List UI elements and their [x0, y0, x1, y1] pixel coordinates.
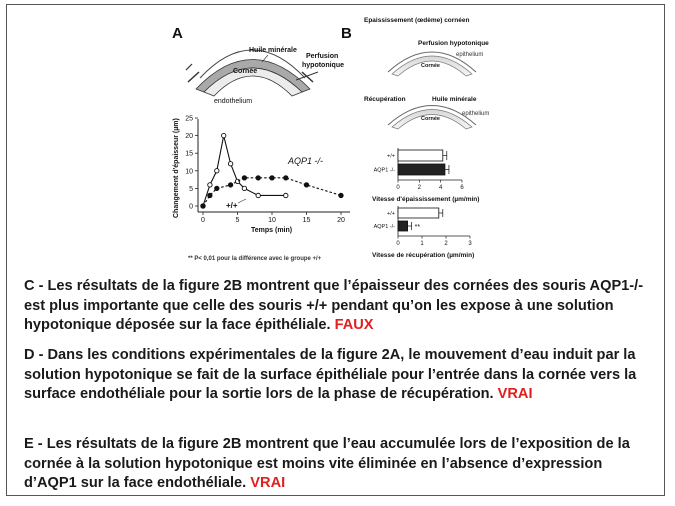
b-top-epithelium: epithelium	[456, 52, 484, 58]
bar-x-tick-label: 3	[468, 241, 472, 247]
thickness-chart	[173, 116, 350, 235]
data-point	[256, 193, 260, 197]
bar-x-tick-label: 4	[438, 185, 443, 191]
bar-x-tick-label: 2	[444, 241, 448, 247]
bar-category-label: AQP1 -/-	[373, 224, 395, 230]
data-point	[256, 176, 260, 180]
data-point	[228, 183, 232, 187]
bar-x-tick-label: 1	[420, 241, 424, 247]
bar2-xlabel: Vitesse de récupération (µm/min)	[372, 252, 475, 259]
bar1-xlabel: Vitesse d'épaississement (µm/min)	[372, 196, 480, 203]
verdict-c: FAUX	[334, 317, 374, 333]
b-top-perfusion: Perfusion hypotonique	[418, 40, 489, 47]
bar-x-tick-label: 6	[460, 185, 464, 191]
bar	[398, 164, 445, 175]
label-endothelium: endothelium	[214, 98, 253, 105]
bar-x-tick-label: 0	[396, 185, 400, 191]
data-point	[242, 186, 246, 190]
y-tick-label: 0	[189, 203, 193, 211]
statement-c	[24, 277, 654, 336]
statement-e	[24, 435, 654, 494]
data-point	[215, 186, 219, 190]
x-tick-label: 0	[201, 217, 205, 224]
bar	[398, 208, 439, 218]
statement-d	[24, 346, 654, 405]
b-huile: Huile minérale	[432, 96, 477, 103]
bar-x-tick-label: 0	[396, 241, 400, 247]
data-point	[208, 193, 212, 197]
series-line-aqp1	[203, 178, 341, 206]
panel-a-label: A	[172, 25, 183, 42]
x-tick-label: 10	[268, 217, 276, 224]
x-axis-label: Temps (min)	[251, 227, 293, 234]
bar-x-tick-label: 2	[417, 185, 422, 191]
statement-c-text: C - Les résultats de la figure 2B montrent que l’épaisseur des cornées des souris AQP1-/- est plus importante que celle des souris +/+ pendant qu’on les expose à une solution hypotonique déposée sur la face épithéliale.	[24, 278, 644, 333]
series-label-aqp1: AQP1 -/-	[288, 156, 324, 166]
data-point	[222, 133, 226, 137]
series-label-wt: +/+	[226, 201, 238, 210]
y-tick-label: 20	[185, 133, 193, 141]
data-point	[284, 176, 288, 180]
y-tick-label: 10	[185, 168, 193, 176]
bar-category-label: AQP1 -/-	[373, 167, 395, 174]
data-point	[235, 179, 239, 183]
label-perfusion-2: hypotonique	[302, 62, 344, 69]
data-point	[284, 193, 288, 197]
data-point	[215, 169, 219, 173]
data-point	[242, 176, 246, 180]
b-bottom-cornee: Cornée	[421, 116, 440, 122]
b-top-cornee: Cornée	[421, 63, 440, 69]
y-tick-label: 25	[185, 115, 193, 123]
statement-d-text: D - Dans les conditions expérimentales de la figure 2A, le mouvement d’eau induit par la solution hypotonique se fait de la surface épithéliale pour l’entrée dans la cornée vers la surface endothéliale pour la sortie lors de la phase de récupération.	[24, 347, 637, 402]
recovery-rate-chart	[374, 206, 473, 247]
thickening-rate-chart	[374, 148, 465, 191]
x-tick-label: 5	[235, 217, 240, 224]
bar-category-label: +/+	[387, 211, 395, 217]
x-tick-label: 15	[302, 217, 311, 224]
significance-mark: **	[414, 224, 421, 231]
bar	[398, 221, 408, 231]
data-point	[201, 204, 205, 208]
cornea-diagram-a	[186, 47, 344, 105]
statement-e-text: E - Les résultats de la figure 2B montrent que l’eau accumulée lors de l’exposition de la cornée à la solution hypotonique est moins vite éliminée en l’absence d’expression d’AQP1 sur la face endothéliale.	[24, 436, 630, 491]
verdict-e: VRAI	[250, 475, 286, 491]
data-point	[228, 162, 232, 166]
y-tick-label: 5	[189, 185, 193, 193]
y-axis-label: Changement d'épaisseur (µm)	[173, 118, 180, 218]
bar-category-label: +/+	[387, 153, 395, 160]
data-point	[208, 183, 212, 187]
x-tick-label: 20	[337, 217, 345, 224]
data-point	[339, 193, 343, 197]
data-point	[270, 176, 274, 180]
b-recup: Récupération	[364, 96, 406, 103]
bar	[398, 150, 443, 161]
footnote: ** P< 0,01 pour la différence avec le groupe +/+	[188, 256, 322, 262]
b-bottom-epithelium: epithelium	[462, 111, 490, 117]
y-tick-label: 15	[185, 150, 193, 158]
label-huile: Huile minérale	[249, 47, 297, 54]
panel-b-title: Epaississement (œdème) cornéen	[364, 17, 470, 24]
label-cornee-a: Cornée	[233, 68, 258, 75]
verdict-d: VRAI	[497, 386, 533, 402]
data-point	[304, 183, 308, 187]
label-perfusion-1: Perfusion	[306, 53, 339, 60]
panel-b	[364, 17, 489, 259]
panel-b-label: B	[341, 25, 352, 42]
